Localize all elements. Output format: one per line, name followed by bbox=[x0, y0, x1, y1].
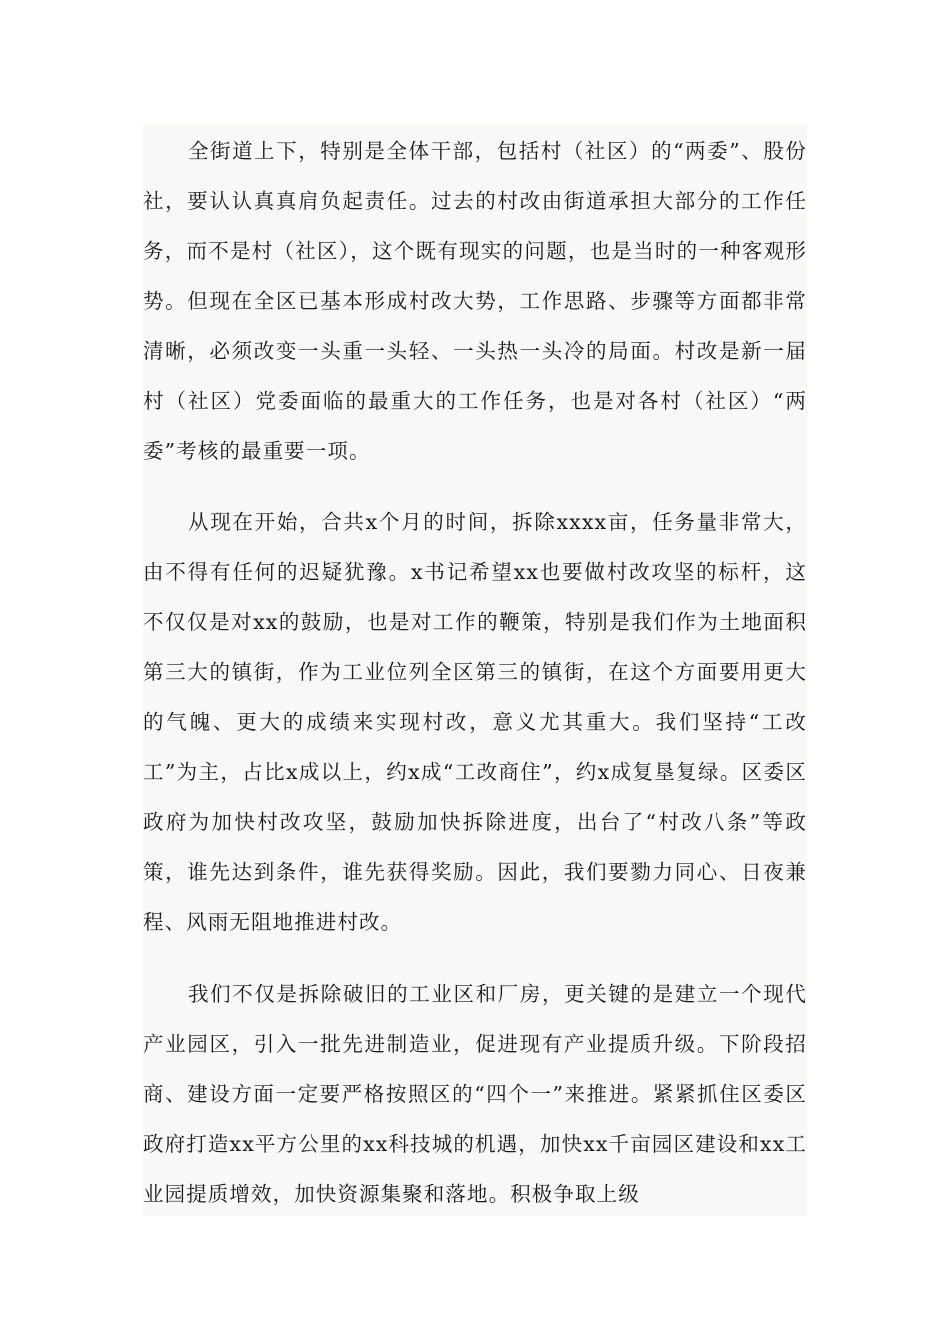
paragraph-2: 从现在开始，合共x个月的时间，拆除xxxx亩，任务量非常大，由不得有任何的迟疑犹豫。x书记希望xx也要做村改攻坚的标杆，这不仅仅是对xx的鼓励，也是对工作的鞭策，特别是我们作为土地面积第三大的镇街，作为工业位列全区第三的镇街，在这个方面要用更大的气魄、更大的成绩来实现村改，意义尤其重大。我们坚持“工改工”为主，占比x成以上，约x成“工改商住”，约x成复垦复绿。区委区政府为加快村改攻坚，鼓励加快拆除进度，出台了“村改八条”等政策，谁先达到条件，谁先获得奖励。因此，我们要勠力同心、日夜兼程、风雨无阻地推进村改。 bbox=[143, 510, 807, 934]
paragraph-3: 我们不仅是拆除破旧的工业区和厂房，更关键的是建立一个现代产业园区，引入一批先进制造业，促进现有产业提质升级。下阶段招商、建设方面一定要严格按照区的“四个一”来推进。紧紧抓住区委区政府打造xx平方公里的xx科技城的机遇，加快xx千亩园区建设和xx工业园提质增效，加快资源集聚和落地。积极争取上级 bbox=[143, 982, 807, 1206]
paragraph-1: 全街道上下，特别是全体干部，包括村（社区）的“两委”、股份社，要认认真真肩负起责任。过去的村改由街道承担大部分的工作任务，而不是村（社区），这个既有现实的问题，也是当时的一种客观形势。但现在全区已基本形成村改大势，工作思路、步骤等方面都非常清晰，必须改变一头重一头轻、一头热一头冷的局面。村改是新一届村（社区）党委面临的最重大的工作任务，也是对各村（社区）“两委”考核的最重要一项。 bbox=[143, 139, 807, 463]
document-body bbox=[143, 124, 807, 1216]
